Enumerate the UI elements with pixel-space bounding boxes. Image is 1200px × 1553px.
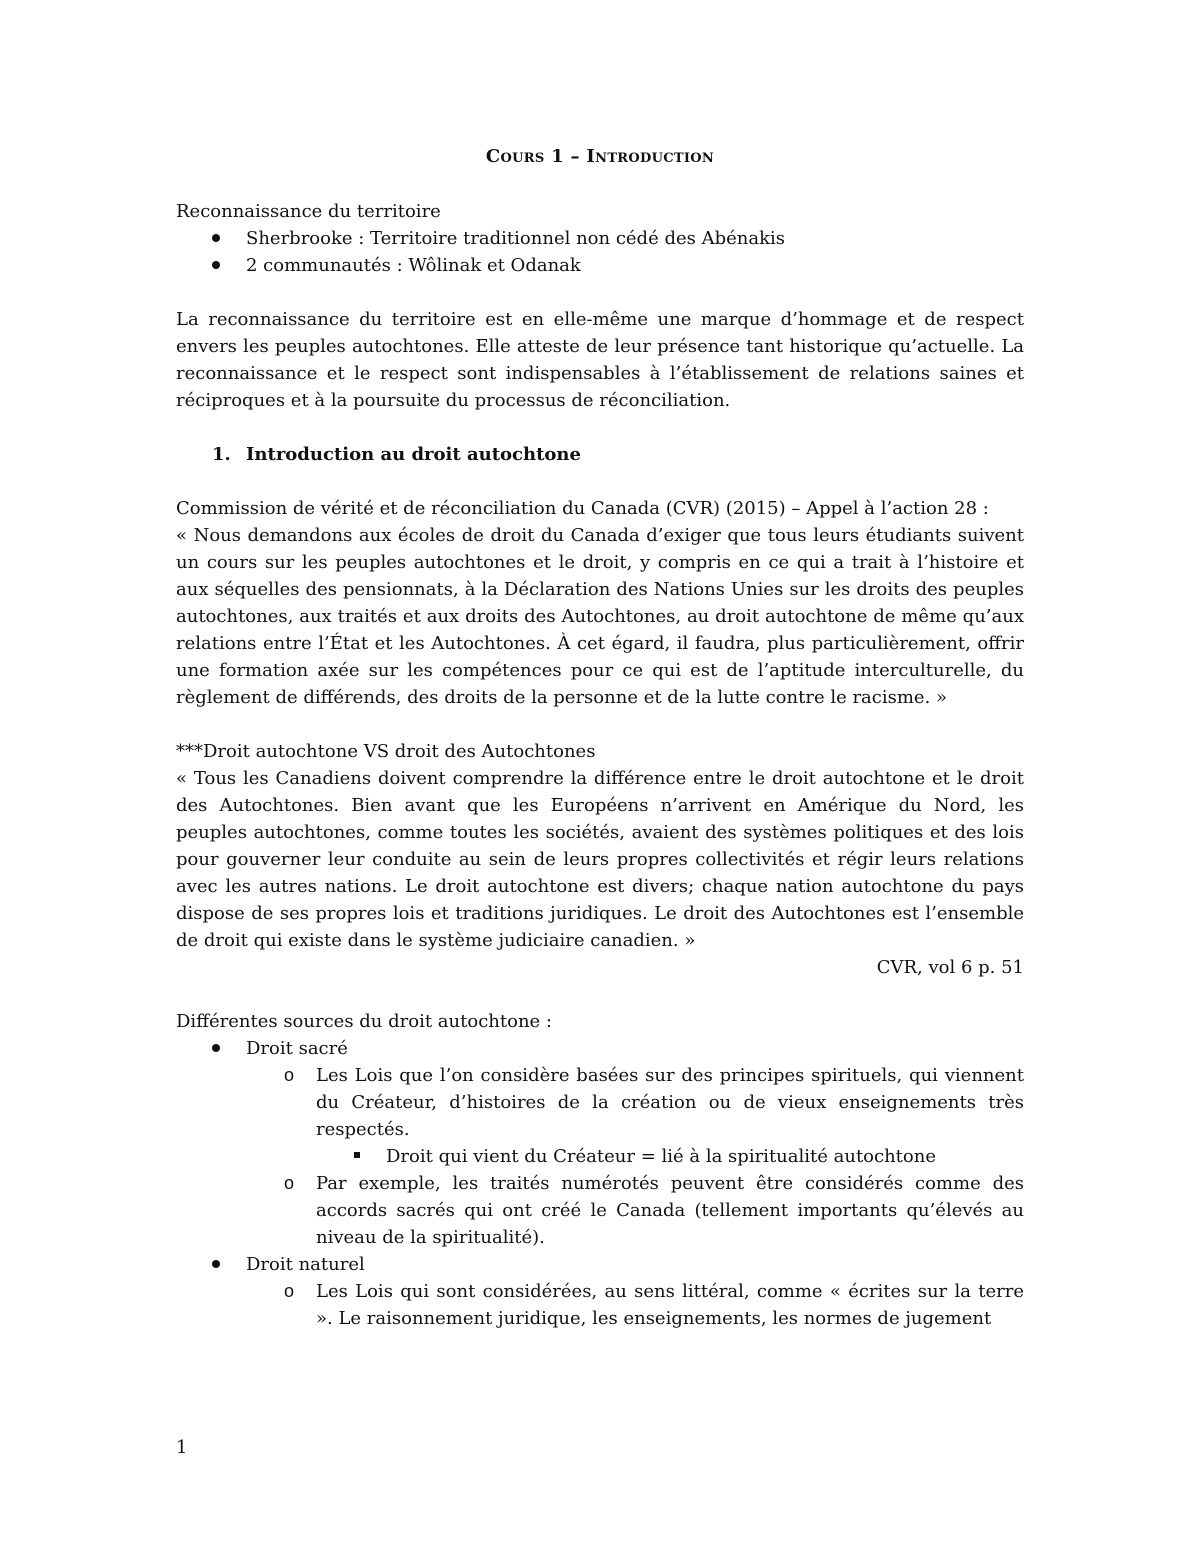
bullet-dot-icon xyxy=(212,1251,220,1278)
list-item: Sherbrooke : Territoire traditionnel non cédé des Abénakis xyxy=(176,225,1024,252)
quote-appel-action: « Nous demandons aux écoles de droit du Canada d’exiger que tous leurs étudiants suivent un cours sur les peuples autochtones et le droit, y compris en ce qui a trait à l’histoire et aux séquelles des pensionnats, à la Déclaration des Nations Unies sur les droits des peuples autochtones, aux traités et aux droits des Autochtones, au droit autochtone de même qu’aux relations entre l’État et les Autochtones. À cet égard, il faudra, plus particulièrement, offrir une formation axée sur les compétences pour ce qui est de l’aptitude interculturelle, du règlement de différends, des droits de la personne et de la lutte contre le racisme. » xyxy=(176,525,1024,708)
section-heading xyxy=(176,441,1024,468)
citation: CVR, vol 6 p. 51 xyxy=(876,957,1024,978)
list-item: 2 communautés : Wôlinak et Odanak xyxy=(176,252,1024,279)
page-number: 1 xyxy=(176,1437,188,1458)
bullet-dot-icon xyxy=(212,1035,220,1062)
page-title: Cours 1 – Introduction xyxy=(485,146,715,167)
list-item-droit-naturel: Droit naturel xyxy=(176,1251,1024,1278)
page-content xyxy=(176,143,1024,1332)
sources-list xyxy=(176,1035,1024,1332)
sublist-item: o Par exemple, les traités numérotés peuvent être considérés comme des accords sacrés qui ont créé le Canada (tellement importants qu’élevés au niveau de la spiritualité). xyxy=(176,1170,1024,1251)
bullet-square-icon xyxy=(354,1143,360,1170)
bullet-dot-icon xyxy=(212,225,220,252)
paragraph-reconnaissance: La reconnaissance du territoire est en elle-même une marque d’hommage et de respect envers les peuples autochtones. Elle atteste de leur présence tant historique qu’actuelle. La reconnaissance et le respect sont indispensables à l’établissement de relations saines et réciproques et à la poursuite du processus de réconciliation. xyxy=(176,309,1024,411)
sublist-item: o Les Lois qui sont considérées, au sens littéral, comme « écrites sur la terre ». Le raisonnement juridique, les enseignements, les normes de jugement xyxy=(176,1278,1024,1332)
bullet-circle-icon: o xyxy=(284,1065,295,1085)
section-label-territoire: Reconnaissance du territoire xyxy=(176,201,441,222)
sources-label: Différentes sources du droit autochtone : xyxy=(176,1011,552,1032)
list-item-droit-sacre: Droit sacré xyxy=(176,1035,1024,1062)
territoire-list xyxy=(176,225,1024,279)
cvr-reference: Commission de vérité et de réconciliation du Canada (CVR) (2015) – Appel à l’action 28 : xyxy=(176,498,989,519)
heading-text: Introduction au droit autochtone xyxy=(246,444,581,465)
bullet-circle-icon: o xyxy=(284,1173,295,1193)
heading-number: 1. xyxy=(212,444,231,465)
bullet-dot-icon xyxy=(212,252,220,279)
sublist-item: o Les Lois que l’on considère basées sur des principes spirituels, qui viennent du Créateur, d’histoires de la création ou de vieux enseignements très respectés. xyxy=(176,1062,1024,1143)
subsublist-item: Droit qui vient du Créateur = lié à la spiritualité autochtone xyxy=(176,1143,1024,1170)
quote-droit-autochtone: « Tous les Canadiens doivent comprendre la différence entre le droit autochtone et le droit des Autochtones. Bien avant que les Européens n’arrivent en Amérique du Nord, les peuples autochtones, comme toutes les sociétés, avaient des systèmes politiques et des lois pour gouverner leur conduite au sein de leurs propres collectivités et régir leurs relations avec les autres nations. Le droit autochtone est divers; chaque nation autochtone du pays dispose de ses propres lois et traditions juridiques. Le droit des Autochtones est l’ensemble de droit qui existe dans le système judiciaire canadien. » xyxy=(176,768,1024,951)
bullet-circle-icon: o xyxy=(284,1281,295,1301)
vs-heading: ***Droit autochtone VS droit des Autochtones xyxy=(176,741,596,762)
